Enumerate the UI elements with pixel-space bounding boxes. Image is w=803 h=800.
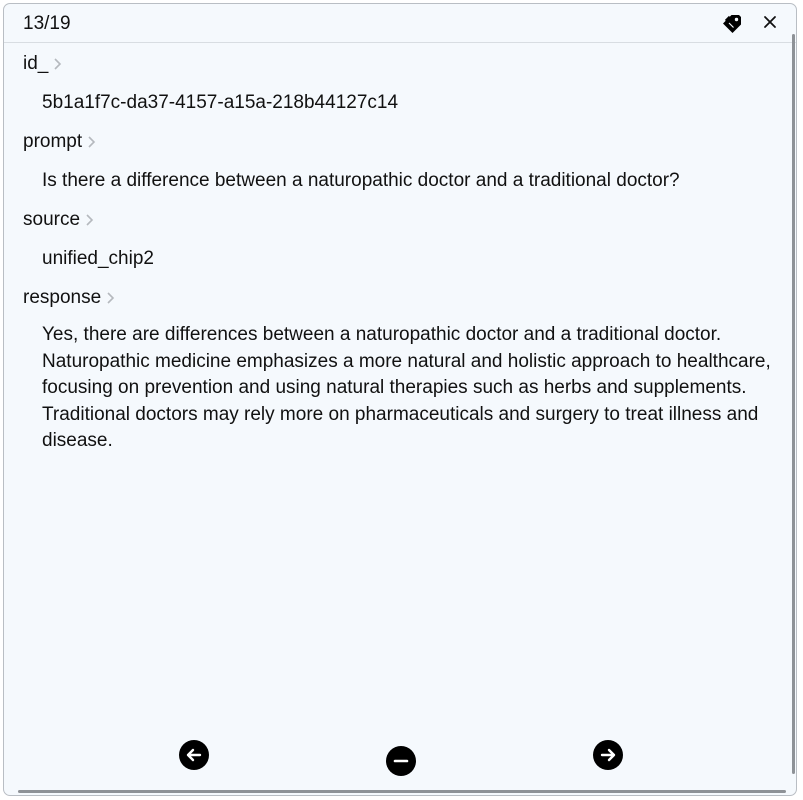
field-value-source: unified_chip2 [42,248,154,269]
field-label-response[interactable] [23,287,117,309]
next-button[interactable] [593,740,623,770]
remove-button[interactable] [386,746,416,776]
minus-icon [386,746,416,776]
arrow-right-icon [593,740,623,770]
tag-button[interactable] [720,11,744,35]
field-label-id[interactable] [23,53,64,75]
chevron-right-icon [84,212,96,228]
close-icon [759,11,781,33]
field-value-prompt: Is there a difference between a naturopathic doctor and a traditional doctor? [42,170,680,191]
arrow-left-icon [179,740,209,770]
field-value-id: 5b1a1f7c-da37-4157-a15a-218b44127c14 [42,92,399,113]
tag-icon [720,11,744,35]
field-label-prompt[interactable] [23,131,98,153]
horizontal-scrollbar[interactable] [18,790,786,793]
chevron-right-icon [105,290,117,306]
field-label-source[interactable] [23,209,96,231]
field-label-text: response [23,287,102,308]
field-label-text: source [23,209,81,230]
chevron-right-icon [52,56,64,72]
close-button[interactable] [759,11,781,33]
field-label-text: prompt [23,131,83,152]
previous-button[interactable] [179,740,209,770]
header [4,4,796,43]
record-counter: 13/19 [23,13,71,34]
record-viewer-window [3,3,797,796]
vertical-scrollbar[interactable] [792,34,795,774]
field-label-text: id_ [23,53,49,74]
chevron-right-icon [86,134,98,150]
field-value-response: Yes, there are differences between a naturopathic doctor and a traditional doctor. Naturopathic medicine emphasizes a more natural and holistic approach to healthcare, focusing on prevention and using natural therapies such as herbs and supplements. Traditional doctors may rely more on pharmaceuticals and surgery to treat illness and disease. [42,324,771,451]
